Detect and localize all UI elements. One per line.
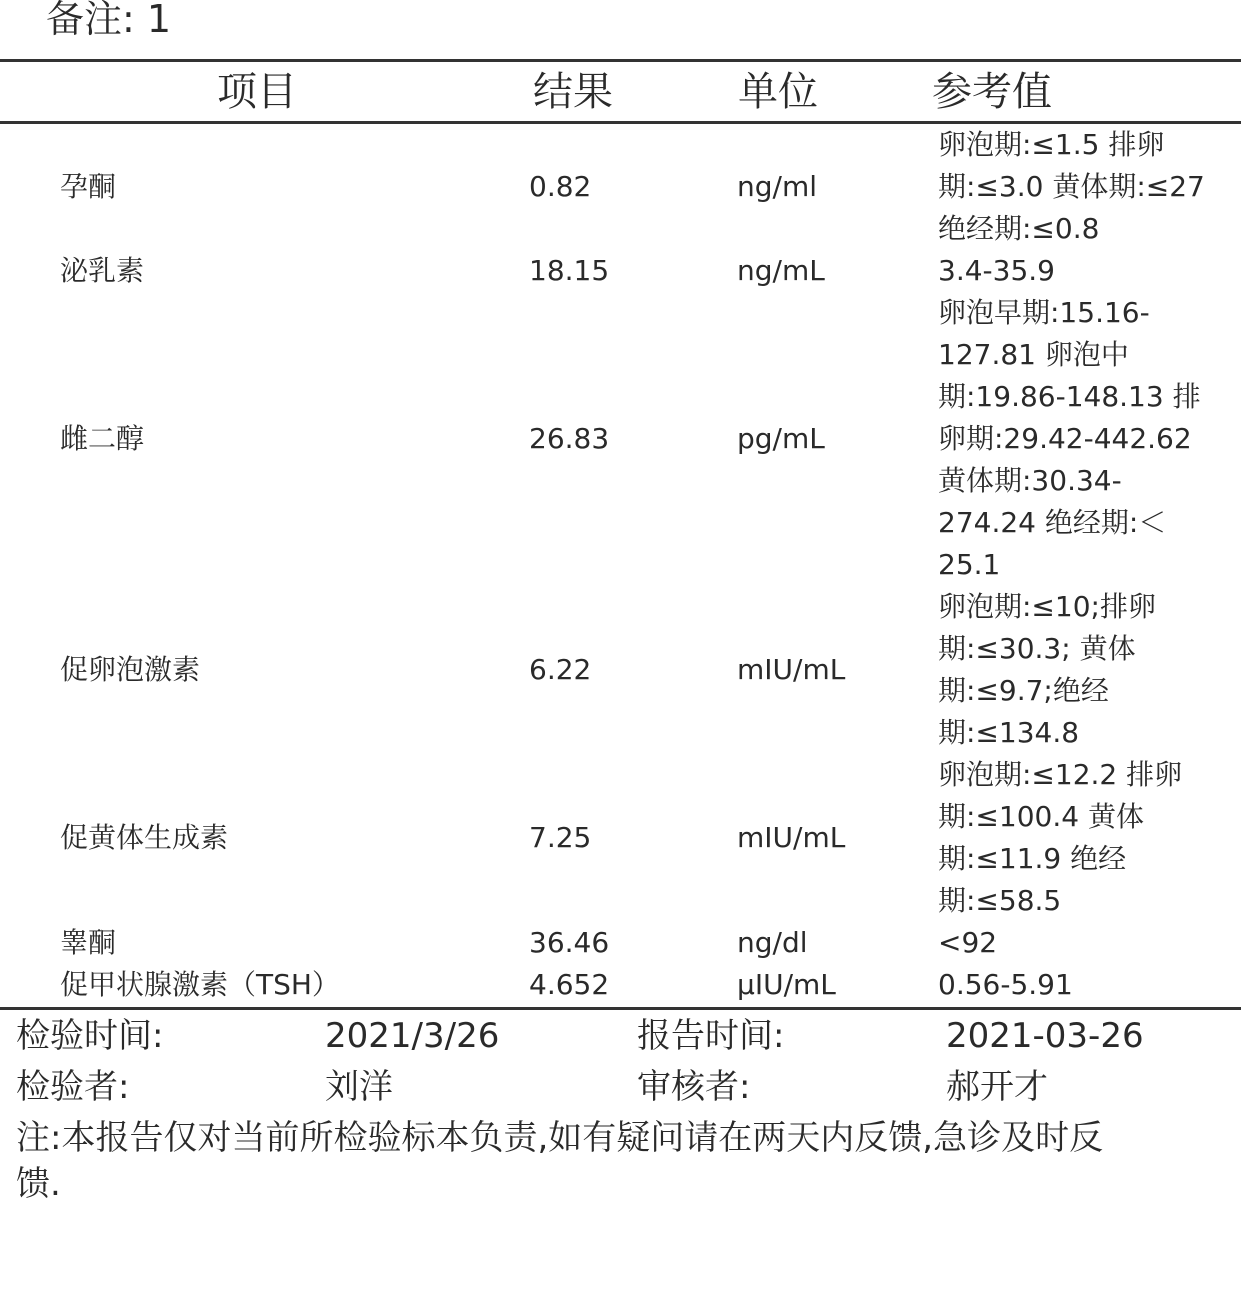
report-time-value: 2021-03-26 — [946, 1016, 1144, 1056]
row-result: 4.652 — [529, 968, 610, 1001]
row-result: 18.15 — [529, 254, 610, 287]
reference-line: 绝经期:≤0.8 — [938, 212, 1100, 245]
row-unit: ng/mL — [737, 254, 825, 287]
row-reference — [938, 292, 1238, 586]
reference-line: 期:≤134.8 — [938, 716, 1080, 749]
header-result: 结果 — [533, 69, 613, 115]
table-bottom-rule — [0, 1007, 1241, 1010]
reference-line: 卵期:29.42-442.62 — [938, 422, 1192, 455]
row-unit: pg/mL — [737, 422, 825, 455]
row-reference — [938, 754, 1238, 922]
row-result: 0.82 — [529, 170, 592, 203]
row-reference — [938, 250, 1238, 292]
reference-line: 期:≤58.5 — [938, 884, 1062, 917]
reference-line: 期:≤30.3; 黄体 — [938, 632, 1136, 665]
tester-value: 刘洋 — [325, 1067, 393, 1107]
row-result: 36.46 — [529, 926, 610, 959]
row-reference — [938, 586, 1238, 754]
row-result: 6.22 — [529, 653, 592, 686]
header-item: 项目 — [217, 69, 297, 115]
row-unit: μIU/mL — [737, 968, 836, 1001]
report-time-label: 报告时间: — [637, 1016, 785, 1056]
row-reference — [938, 922, 1238, 964]
table-top-rule — [0, 59, 1241, 62]
reference-line: 期:≤100.4 黄体 — [938, 800, 1144, 833]
row-unit: ng/dl — [737, 926, 808, 959]
reviewer-value: 郝开才 — [946, 1067, 1048, 1107]
row-unit: mIU/mL — [737, 653, 846, 686]
row-unit: mIU/mL — [737, 821, 846, 854]
note-label: 备注: 1 — [46, 0, 172, 41]
reference-line: 卵泡早期:15.16- — [938, 296, 1150, 329]
disclaimer-line: 注:本报告仅对当前所检验标本负责,如有疑问请在两天内反馈,急诊及时反 — [16, 1118, 1104, 1158]
row-item: 孕酮 — [60, 170, 117, 203]
disclaimer-line: 馈. — [16, 1164, 61, 1204]
row-unit: ng/ml — [737, 170, 818, 203]
row-reference — [938, 124, 1238, 250]
reference-line: 期:≤11.9 绝经 — [938, 842, 1127, 875]
reference-line: 3.4-35.9 — [938, 254, 1055, 287]
row-result: 26.83 — [529, 422, 610, 455]
row-item: 促黄体生成素 — [60, 821, 229, 854]
reference-line: 卵泡期:≤1.5 排卵 — [938, 128, 1165, 161]
reference-line: 卵泡期:≤10;排卵 — [938, 590, 1156, 623]
disclaimer-note — [16, 1115, 1216, 1207]
header-reference: 参考值 — [932, 69, 1052, 115]
test-time-label: 检验时间: — [16, 1016, 164, 1056]
reference-line: 274.24 绝经期:＜ — [938, 506, 1167, 539]
row-item: 泌乳素 — [60, 254, 145, 287]
header-unit: 单位 — [738, 69, 818, 115]
reference-line: <92 — [938, 926, 998, 959]
row-item: 促卵泡激素 — [60, 653, 201, 686]
reference-line: 期:≤3.0 黄体期:≤27 — [938, 170, 1205, 203]
row-item: 雌二醇 — [60, 422, 145, 455]
reference-line: 卵泡期:≤12.2 排卵 — [938, 758, 1183, 791]
test-time-value: 2021/3/26 — [325, 1016, 500, 1056]
reference-line: 0.56-5.91 — [938, 968, 1073, 1001]
reference-line: 期:19.86-148.13 排 — [938, 380, 1201, 413]
reference-line: 黄体期:30.34- — [938, 464, 1122, 497]
row-item: 促甲状腺激素（TSH） — [60, 968, 340, 1001]
reference-line: 127.81 卵泡中 — [938, 338, 1129, 371]
reviewer-label: 审核者: — [637, 1067, 751, 1107]
row-result: 7.25 — [529, 821, 592, 854]
row-item: 睾酮 — [60, 926, 117, 959]
reference-line: 期:≤9.7;绝经 — [938, 674, 1109, 707]
tester-label: 检验者: — [16, 1067, 130, 1107]
reference-line: 25.1 — [938, 548, 1001, 581]
row-reference — [938, 964, 1238, 1006]
